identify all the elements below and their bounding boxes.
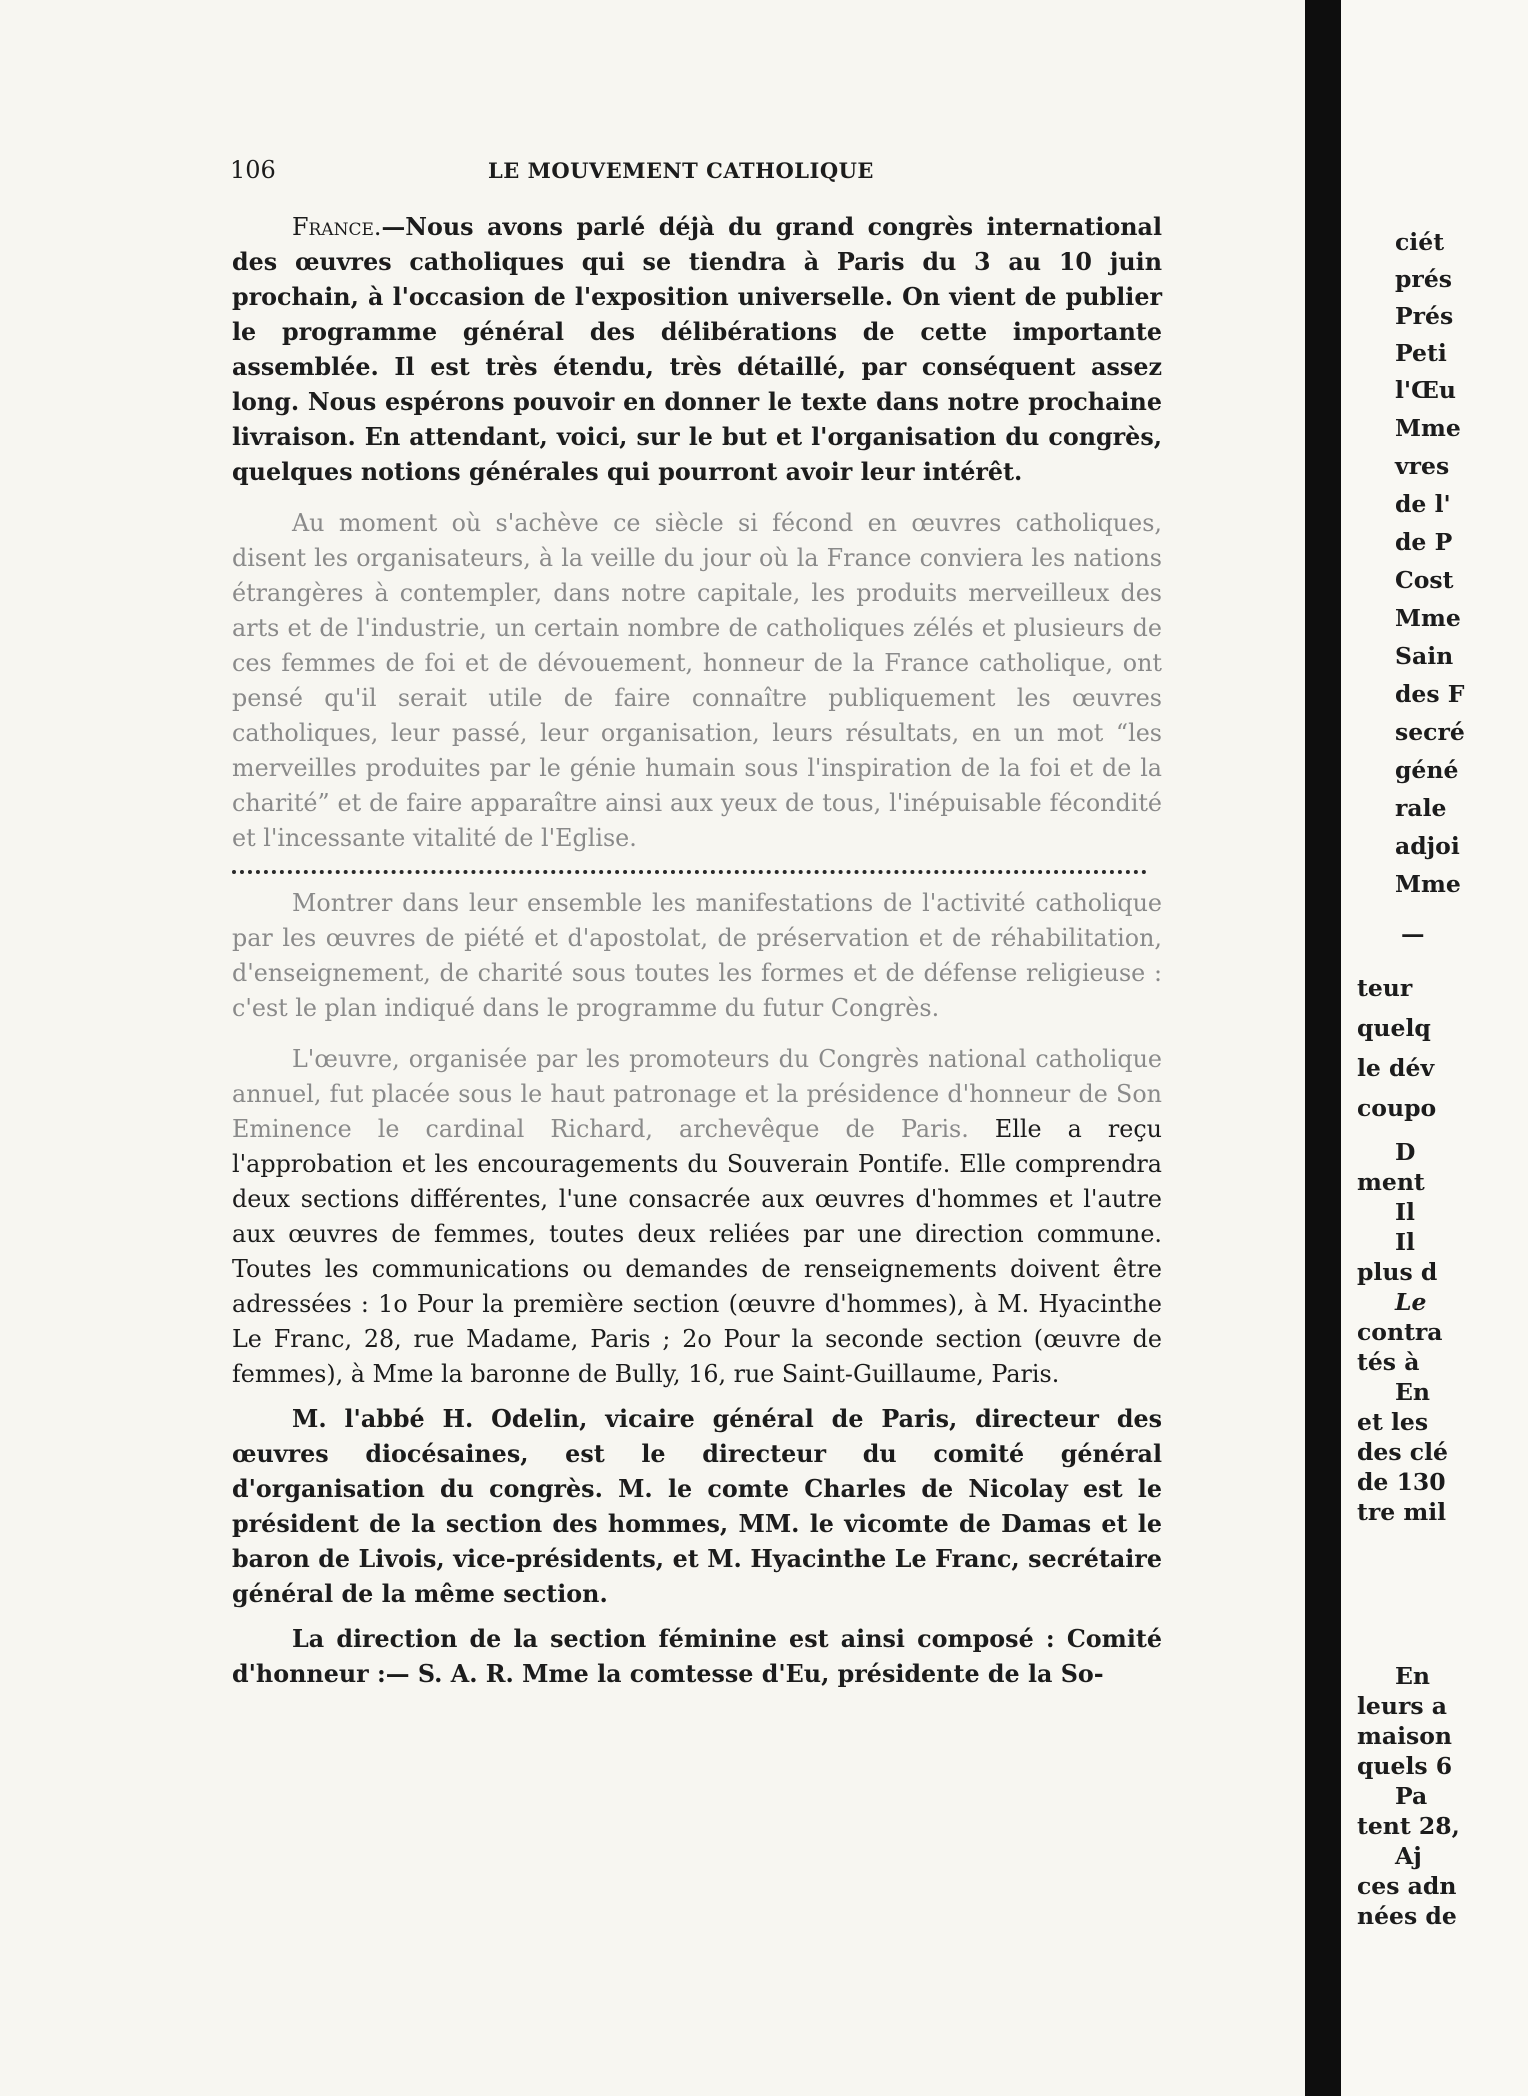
right-line: D [1395,1138,1416,1166]
right-line: tés à [1357,1348,1420,1376]
right-line: vres [1395,452,1450,480]
right-line: teur [1357,974,1413,1002]
right-line: et les [1357,1408,1429,1436]
right-line: Il [1395,1228,1415,1256]
quote-paragraph-1: Au moment où s'achève ce siècle si fécond en œuvres catholiques, disent les organisateurs, à la veille du jour où la France conviera les nations étrangères à contempler, dans notre capitale, les produits merveilleux des arts et de l'industrie, un certain nombre de catholiques zélés et plusieurs de ces femmes de foi et de dévouement, honneur de la France catholique, ont pensé qu'il serait utile de faire connaître publiquement les œuvres catholiques, leur passé, leur organisation, leurs résultats, en un mot “les merveilles produites par le génie humain sous l'inspiration de la foi et de la charité” et de faire apparaître ainsi aux yeux de tous, l'inépuisable fécondité et l'incessante vitalité de l'Eglise. [232,509,1162,852]
right-line: quelq [1357,1014,1431,1042]
right-line: ciét [1395,228,1445,256]
paragraph-section-feminine: La direction de la section féminine est ainsi composé : Comité d'honneur :— S. A. R. Mme la comtesse d'Eu, présidente de la So- [232,1625,1162,1688]
right-line: adjoi [1395,832,1460,860]
right-line: Mme [1395,604,1461,632]
paragraph-oeuvre [232,1042,1162,1392]
right-line: tent 28, [1357,1812,1460,1840]
ellipsis-divider [232,864,1147,874]
paragraph-oeuvre-rest: Elle a reçu l'approbation et les encouragements du Souverain Pontife. Elle comprendra deux sections différentes, l'une consacrée aux œuvres d'hommes et l'autre aux œuvres de femmes, toutes deux reliées par une direction commune. Toutes les communications ou demandes de renseignements doivent être adressées : 1o Pour la première section (œuvre d'hommes), à M. Hyacinthe Le Franc, 28, rue Madame, Paris ; 2o Pour la seconde section (œuvre de femmes), à Mme la baronne de Bully, 16, rue Saint-Guillaume, Paris. [232,1115,1163,1388]
right-page [1341,0,1528,2096]
right-line: le dév [1357,1054,1435,1082]
right-line: Peti [1395,339,1447,367]
right-line: secré [1395,718,1465,746]
book-gutter [1305,0,1341,2096]
paragraph-france [232,210,1162,490]
right-line: l'Œu [1395,376,1456,404]
right-line: Pa [1395,1782,1428,1810]
right-line: de 130 [1357,1468,1446,1496]
right-line: géné [1395,756,1459,784]
right-line: plus d [1357,1258,1438,1286]
right-line: nées de [1357,1902,1457,1930]
right-line: ment [1357,1168,1425,1196]
right-line: Mme [1395,870,1461,898]
right-line: En [1395,1662,1430,1690]
right-line: maison [1357,1722,1453,1750]
quote-paragraph-2: Montrer dans leur ensemble les manifestations de l'activité catholique par les œuvres de piété et d'apostolat, de préservation et de réhabilitation, d'enseignement, de charité sous toutes les formes et de défense religieuse : c'est le plan indiqué dans le programme du futur Congrès. [232,889,1162,1022]
right-line: de P [1395,528,1453,556]
right-line: Sain [1395,642,1454,670]
page-number: 106 [230,156,276,184]
running-head [230,156,1160,186]
right-line: des F [1395,680,1465,708]
right-line: coupo [1357,1094,1437,1122]
right-line: — [1401,920,1425,948]
right-line: prés [1395,265,1452,293]
right-line: contra [1357,1318,1443,1346]
right-line: tre mil [1357,1498,1447,1526]
right-line: leurs a [1357,1692,1447,1720]
right-line: de l' [1395,490,1451,518]
right-line: Cost [1395,566,1454,594]
right-line: Aj [1395,1842,1422,1870]
right-line: Il [1395,1198,1415,1226]
right-page-lines [1341,0,1528,2096]
section-lead: France. [292,213,382,241]
right-line: En [1395,1378,1430,1406]
body-text [232,210,1162,1692]
right-line: des clé [1357,1438,1448,1466]
paragraph-direction: M. l'abbé H. Odelin, vicaire général de Paris, directeur des œuvres diocésaines, est le directeur du comité général d'organisation du congrès. M. le comte Charles de Nicolay est le président de la section des hommes, MM. le vicomte de Damas et le baron de Livois, vice-présidents, et M. Hyacinthe Le Franc, secrétaire général de la même section. [232,1405,1162,1608]
right-line: rale [1395,794,1447,822]
right-line: Mme [1395,414,1461,442]
right-line: Le [1395,1288,1427,1316]
right-line: ces adn [1357,1872,1457,1900]
paragraph-oeuvre-faded: L'œuvre, organisée par les promoteurs du Congrès national catholique annuel, fut placée sous le haut patronage et la présidence d'honneur de Son Eminence le cardinal Richard, archevêque de Paris. [232,1045,1162,1143]
paragraph-france-text: —Nous avons parlé déjà du grand congrès international des œuvres catholiques qui se tiendra à Paris du 3 au 10 juin prochain, à l'occasion de l'exposition universelle. On vient de publier le programme général des délibérations de cette importante assemblée. Il est très étendu, très détaillé, par conséquent assez long. Nous espérons pouvoir en donner le texte dans notre prochaine livraison. En attendant, voici, sur le but et l'organisation du congrès, quelques notions générales qui pourront avoir leur intérêt. [232,213,1162,486]
right-line: Prés [1395,302,1454,330]
right-line: quels 6 [1357,1752,1453,1780]
running-title: LE MOUVEMENT CATHOLIQUE [488,158,874,183]
